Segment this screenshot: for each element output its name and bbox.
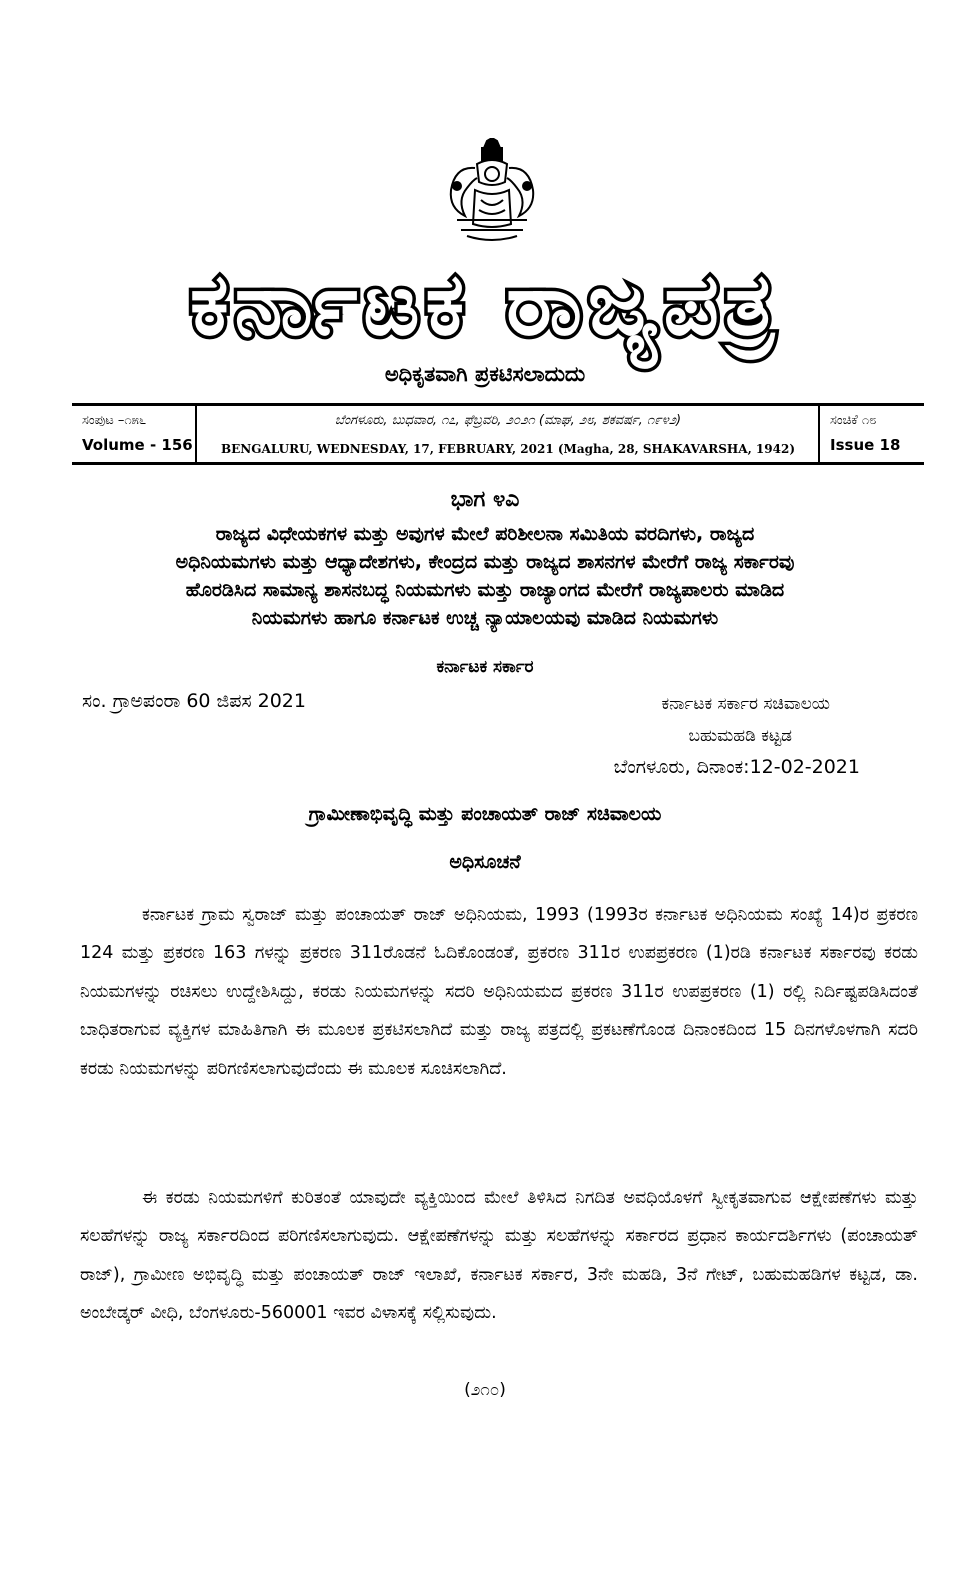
reference-office: ಕರ್ನಾಟಕ ಸರ್ಕಾರ ಸಚಿವಾಲಯ (661, 694, 830, 714)
volume-kannada: ಸಂಪುಟ –೧೫೬ (82, 413, 147, 428)
issue-kannada: ಸಂಚಿಕೆ ೧೮ (830, 413, 877, 428)
page-number: (೨೧೦) (464, 1380, 506, 1400)
department-heading: ಗ್ರಾಮೀಣಾಭಿವೃದ್ಧಿ ಮತ್ತು ಪಂಚಾಯತ್ ರಾಜ್ ಸಚಿವಾಲಯ (308, 803, 662, 825)
date-kannada: ಬೆಂಗಳೂರು, ಬುಧವಾರ, ೧೭, ಫೆಬ್ರವರಿ, ೨೦೨೧ (ಮಾಘ, ೨೮, ಶಕವರ್ಷ, ೧೯೪೨) (334, 413, 682, 428)
issue-english: Issue 18 (830, 436, 901, 454)
part-title: ಭಾಗ ೪ಎ (450, 487, 520, 512)
body-paragraph-1: ಕರ್ನಾಟಕ ಗ್ರಾಮ ಸ್ವರಾಜ್ ಮತ್ತು ಪಂಚಾಯತ್ ರಾಜ್ ಅಧಿನಿಯಮ, 1993 (1993ರ ಕರ್ನಾಟಕ ಅಧಿನಿಯಮ ಸಂಖ್ಯೆ 14)ರ ಪ್ರಕರಣ 124 ಮತ್ತು ಪ್ರಕರಣ 163 ಗಳನ್ನು ಪ್ರಕರಣ 311ರೊಡನೆ ಓದಿಕೊಂಡಂತೆ, ಪ್ರಕರಣ 311ರ ಉಪಪ್ರಕರಣ (1)ರಡಿ ಕರ್ನಾಟಕ ಸರ್ಕಾರವು ಕರಡು ನಿಯಮಗಳನ್ನು ರಚಿಸಲು ಉದ್ದೇಶಿಸಿದ್ದು, ಕರಡು ನಿಯಮಗಳನ್ನು ಸದರಿ ಅಧಿನಿಯಮದ ಪ್ರಕರಣ 311ರ ಉಪಪ್ರಕರಣ (1) ರಲ್ಲಿ ನಿರ್ದಿಷ್ಟಪಡಿಸಿದಂತೆ ಬಾಧಿತರಾಗುವ ವ್ಯಕ್ತಿಗಳ ಮಾಹಿತಿಗಾಗಿ ಈ ಮೂಲಕ ಪ್ರಕಟಿಸಲಾಗಿದೆ ಮತ್ತು ರಾಜ್ಯ ಪತ್ರದಲ್ಲಿ ಪ್ರಕಟಣೆಗೊಂಡ ದಿನಾಂಕದಿಂದ 15 ದಿನಗಳೊಳಗಾಗಿ ಸದರಿ ಕರಡು ನಿಯಮಗಳನ್ನು ಪರಿಗಣಿಸಲಾಗುವುದೆಂದು ಈ ಮೂಲಕ ಸೂಚಿಸಲಾಗಿದೆ. (80, 905, 918, 1079)
part-description (0, 520, 970, 632)
header-bottom-rule (72, 462, 924, 465)
part-description-line: ಅಧಿನಿಯಮಗಳು ಮತ್ತು ಆಧ್ಯಾದೇಶಗಳು, ಕೇಂದ್ರದ ಮತ್ತು ರಾಜ್ಯದ ಶಾಸನಗಳ ಮೇರೆಗೆ ರಾಜ್ಯ ಸರ್ಕಾರವು (175, 551, 795, 573)
part-description-line: ನಿಯಮಗಳು ಹಾಗೂ ಕರ್ನಾಟಕ ಉಚ್ಚ ನ್ಯಾಯಾಲಯವು ಮಾಡಿದ ನಿಯಮಗಳು (251, 607, 719, 629)
karnataka-emblem-icon (437, 138, 547, 250)
gazette-subtitle: ಅಧಿಕೃತವಾಗಿ ಪ್ರಕಟಿಸಲಾದುದು (384, 362, 586, 386)
reference-number: ಸಂ. ಗ್ರಾಅಪಂರಾ 60 ಜಿಪಸ 2021 (82, 690, 306, 712)
gazette-title: ಕರ್ನಾಟಕ ರಾಜ್ಯಪತ್ರ (189, 255, 781, 355)
header-divider-left (195, 404, 197, 464)
government-heading: ಕರ್ನಾಟಕ ಸರ್ಕಾರ (436, 657, 534, 677)
volume-english: Volume - 156 (82, 436, 193, 454)
part-description-line: ಹೊರಡಿಸಿದ ಸಾಮಾನ್ಯ ಶಾಸನಬದ್ಧ ನಿಯಮಗಳು ಮತ್ತು ರಾಜ್ಯಾಂಗದ ಮೇರೆಗೆ ರಾಜ್ಯಪಾಲರು ಮಾಡಿದ (185, 579, 785, 601)
part-description-line: ರಾಜ್ಯದ ವಿಧೇಯಕಗಳ ಮತ್ತು ಅವುಗಳ ಮೇಲೆ ಪರಿಶೀಲನಾ ಸಮಿತಿಯ ವರದಿಗಳು, ರಾಜ್ಯದ (215, 523, 755, 545)
header-top-rule (72, 403, 924, 406)
notification-title: ಅಧಿಸೂಚನೆ (449, 851, 521, 873)
date-english: BENGALURU, WEDNESDAY, 17, FEBRUARY, 2021 (Magha, 28, SHAKAVARSHA, 1942) (221, 442, 795, 456)
reference-place-date: ಬೆಂಗಳೂರು, ದಿನಾಂಕ:12-02-2021 (613, 756, 860, 778)
header-divider-right (818, 404, 820, 464)
body-paragraph-2: ಈ ಕರಡು ನಿಯಮಗಳಿಗೆ ಕುರಿತಂತೆ ಯಾವುದೇ ವ್ಯಕ್ತಿಯಿಂದ ಮೇಲೆ ತಿಳಿಸಿದ ನಿಗದಿತ ಅವಧಿಯೊಳಗೆ ಸ್ವೀಕೃತವಾಗುವ ಆಕ್ಷೇಪಣೆಗಳು ಮತ್ತು ಸಲಹೆಗಳನ್ನು ರಾಜ್ಯ ಸರ್ಕಾರದಿಂದ ಪರಿಗಣಿಸಲಾಗುವುದು. ಆಕ್ಷೇಪಣೆಗಳನ್ನು ಮತ್ತು ಸಲಹೆಗಳನ್ನು ಸರ್ಕಾರದ ಪ್ರಧಾನ ಕಾರ್ಯದರ್ಶಿಗಳು (ಪಂಚಾಯತ್ ರಾಜ್), ಗ್ರಾಮೀಣ ಅಭಿವೃದ್ಧಿ ಮತ್ತು ಪಂಚಾಯತ್ ರಾಜ್ ಇಲಾಖೆ, ಕರ್ನಾಟಕ ಸರ್ಕಾರ, 3ನೇ ಮಹಡಿ, 3ನೆ ಗೇಟ್, ಬಹುಮಹಡಿಗಳ ಕಟ್ಟಡ, ಡಾ. ಅಂಬೇಡ್ಕರ್ ವೀಧಿ, ಬೆಂಗಳೂರು-560001 ಇವರ ವಿಳಾಸಕ್ಕೆ ಸಲ್ಲಿಸುವುದು. (80, 1188, 918, 1324)
reference-building: ಬಹುಮಹಡಿ ಕಟ್ಟಡ (688, 726, 792, 746)
